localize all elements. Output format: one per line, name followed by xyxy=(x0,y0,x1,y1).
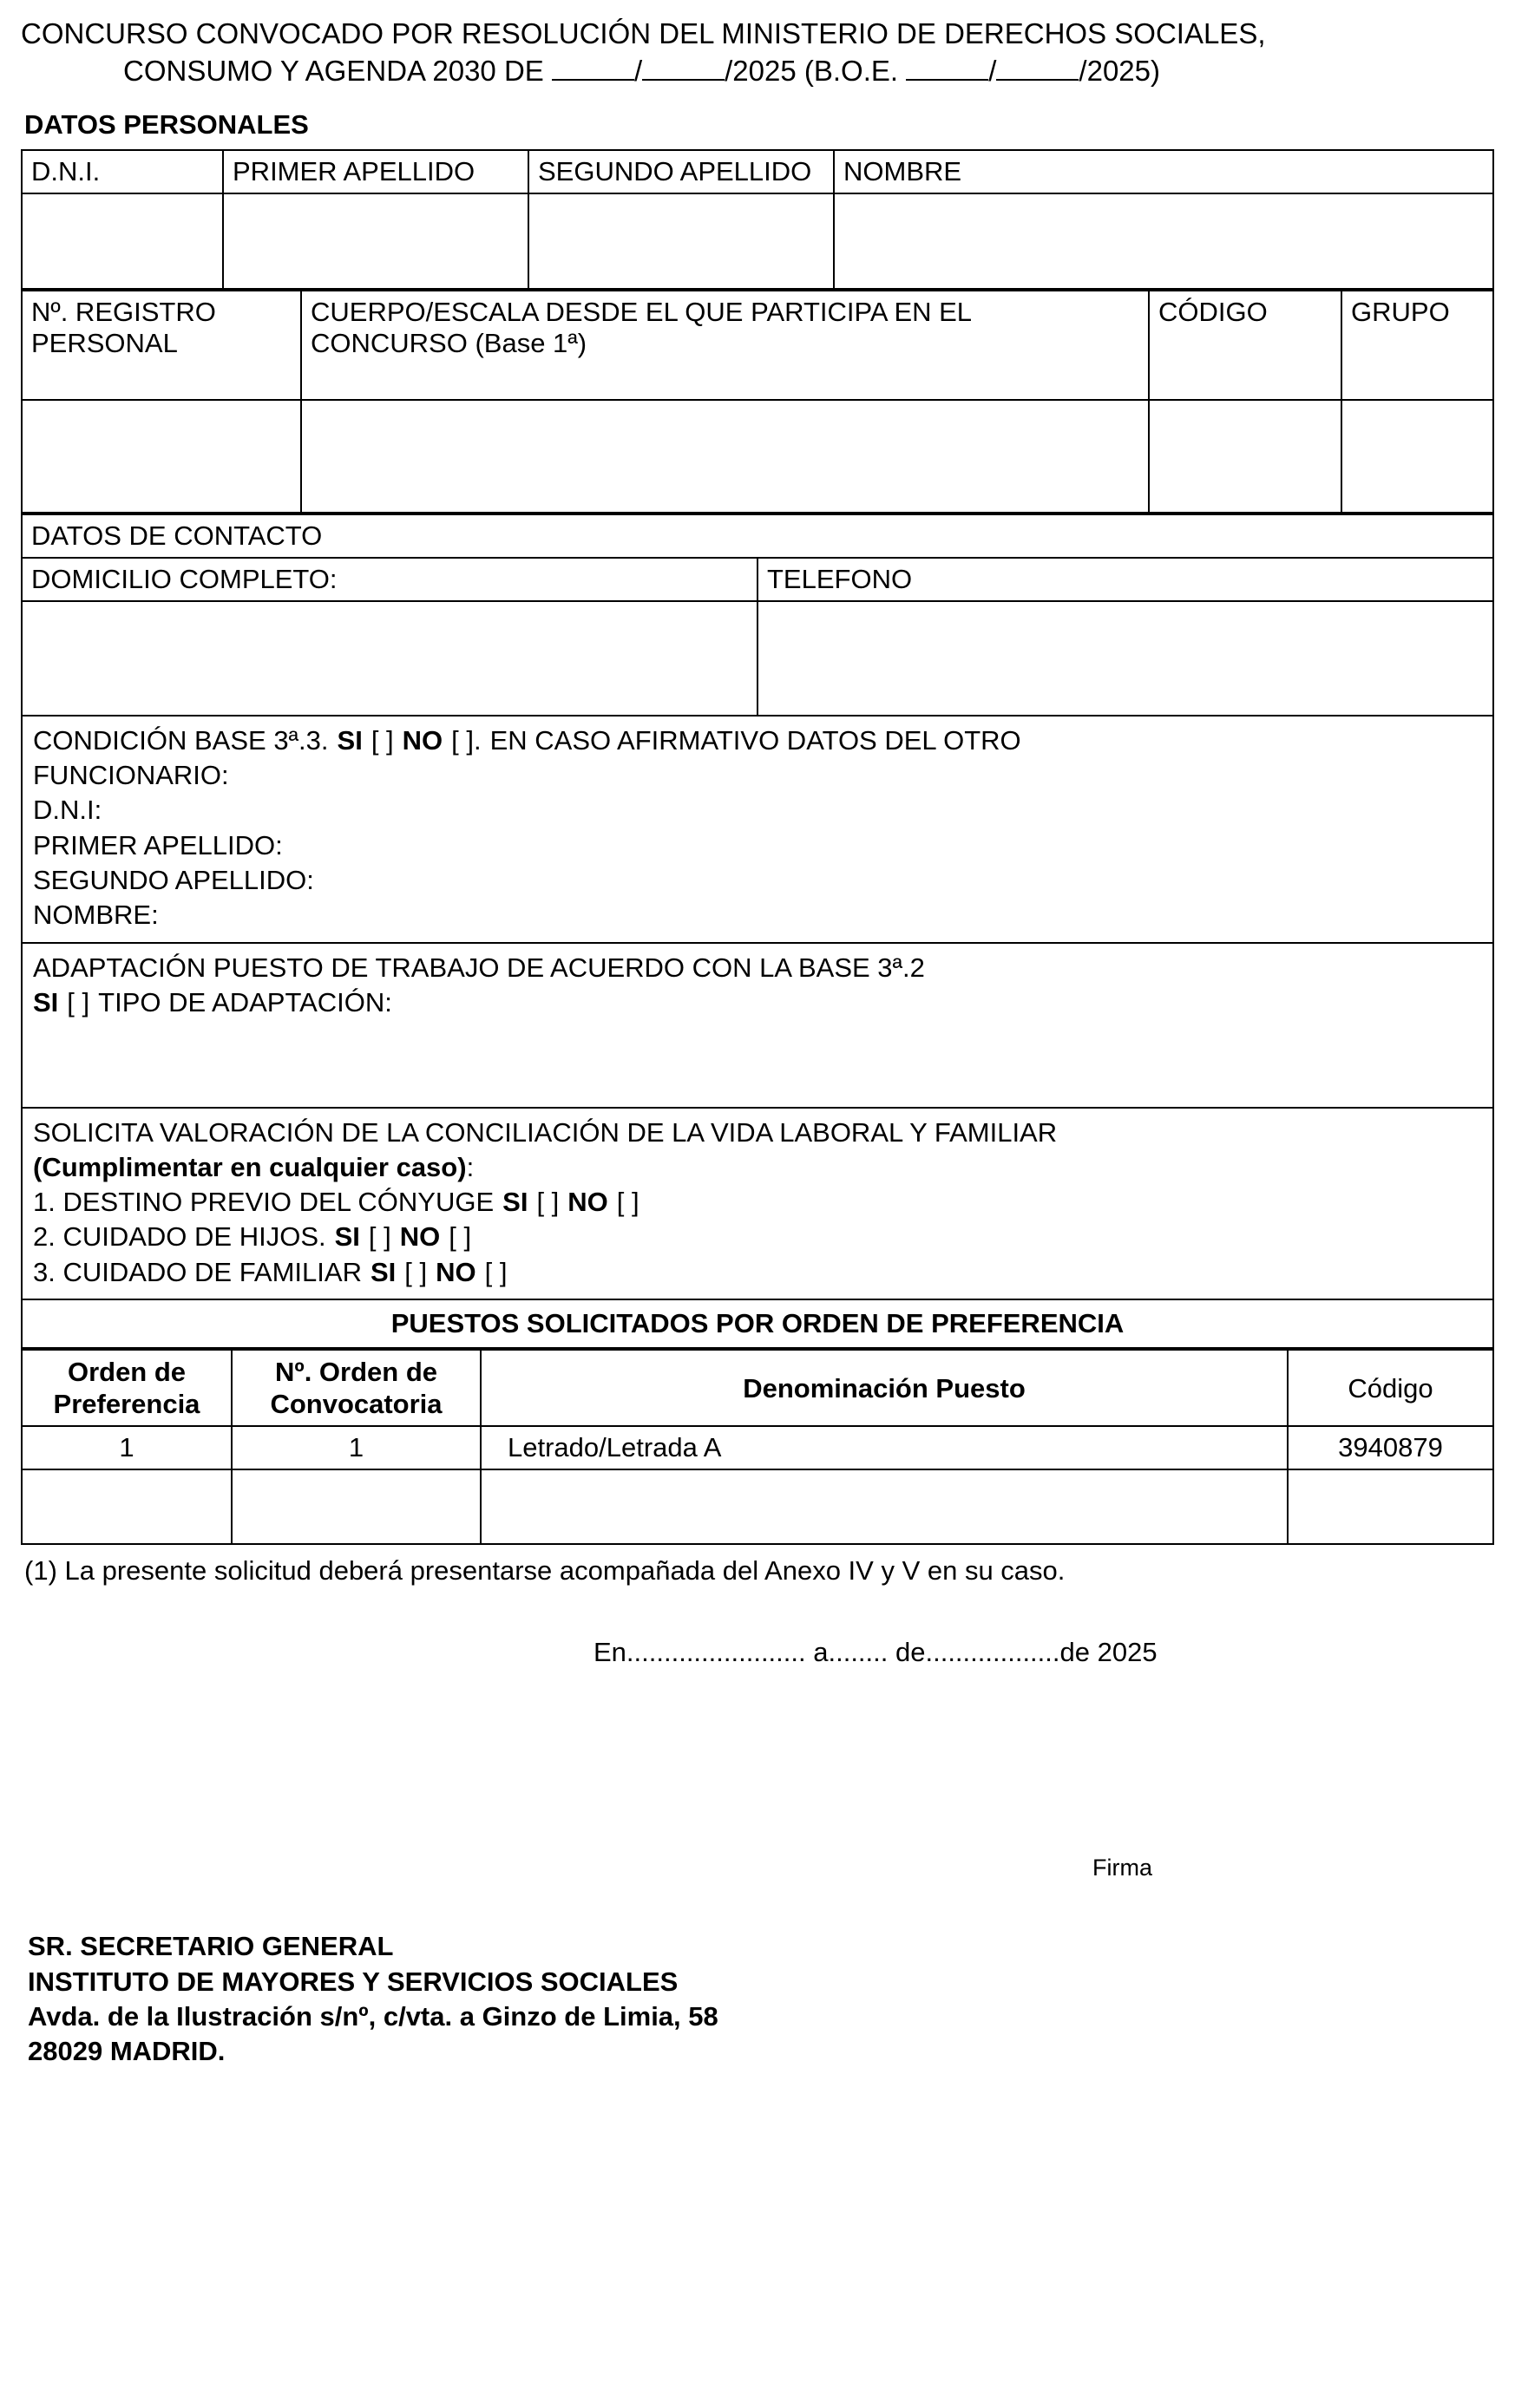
addressee-line-2: INSTITUTO DE MAYORES Y SERVICIOS SOCIALES xyxy=(28,1966,679,1997)
adaptacion-tipo-label[interactable]: TIPO DE ADAPTACIÓN: xyxy=(98,986,392,1018)
section-title-datos-contacto: DATOS DE CONTACTO xyxy=(22,514,1493,558)
col-header-nombre: NOMBRE xyxy=(834,150,1493,193)
col-header-orden-preferencia-line1: Orden de xyxy=(67,1357,187,1388)
col-header-codigo-puesto: Código xyxy=(1288,1350,1493,1426)
condicion-line-2: FUNCIONARIO: xyxy=(33,760,229,791)
resolution-day-blank xyxy=(552,79,634,81)
table-row xyxy=(22,1469,1493,1544)
conciliacion-line-1: SOLICITA VALORACIÓN DE LA CONCILIACIÓN DE LA VIDA LABORAL Y FAMILIAR xyxy=(33,1116,1058,1148)
table-row xyxy=(22,514,1493,558)
adaptacion-si-label: SI xyxy=(33,986,59,1018)
col-header-cuerpo-escala xyxy=(301,291,1149,400)
adaptacion-line-1: ADAPTACIÓN PUESTO DE TRABAJO DE ACUERDO CON LA BASE 3ª.2 xyxy=(33,952,925,983)
conciliacion-item-3 xyxy=(33,1255,1482,1290)
conciliacion-item-3-no-label: NO xyxy=(436,1256,476,1287)
header-line-1: CONCURSO CONVOCADO POR RESOLUCIÓN DEL MINISTERIO DE DERECHOS SOCIALES, xyxy=(21,17,1266,49)
col-header-dni: D.N.I. xyxy=(22,150,223,193)
condicion-field-segundo-apellido[interactable]: SEGUNDO APELLIDO: xyxy=(33,864,314,895)
header-slash-2: / xyxy=(988,54,997,87)
cell-orden-convocatoria[interactable]: 1 xyxy=(232,1426,481,1469)
label-domicilio-completo: DOMICILIO COMPLETO: xyxy=(22,558,758,601)
condicion-label: CONDICIÓN BASE 3ª.3. xyxy=(33,724,329,756)
field-domicilio-completo[interactable] xyxy=(22,601,758,716)
table-row xyxy=(22,150,1493,193)
header-line-2 xyxy=(21,53,1494,90)
cell-codigo-puesto[interactable]: 3940879 xyxy=(1288,1426,1493,1469)
condicion-no-checkbox[interactable]: [ ]. xyxy=(451,724,482,756)
col-header-denominacion-puesto: Denominación Puesto xyxy=(481,1350,1288,1426)
cell-codigo-puesto[interactable] xyxy=(1288,1469,1493,1544)
col-header-codigo: CÓDIGO xyxy=(1149,291,1341,400)
cell-orden-convocatoria[interactable] xyxy=(232,1469,481,1544)
conciliacion-item-1-si-checkbox[interactable]: [ ] xyxy=(536,1187,560,1218)
col-header-orden-convocatoria-line1: Nº. Orden de xyxy=(274,1357,437,1388)
condicion-field-dni[interactable]: D.N.I: xyxy=(33,795,102,826)
conciliacion-block xyxy=(21,1109,1494,1300)
contacto-table xyxy=(21,514,1494,717)
conciliacion-item-2-label: 2. CUIDADO DE HIJOS. xyxy=(33,1221,326,1253)
table-row xyxy=(22,601,1493,716)
personal-data-table xyxy=(21,149,1494,290)
col-header-cuerpo-escala-line1: CUERPO/ESCALA DESDE EL QUE PARTICIPA EN EL xyxy=(311,296,973,327)
condicion-base-block xyxy=(21,717,1494,944)
col-header-orden-convocatoria-line2: Convocatoria xyxy=(270,1389,443,1420)
col-header-segundo-apellido: SEGUNDO APELLIDO xyxy=(528,150,834,193)
conciliacion-item-3-si-label: SI xyxy=(370,1256,397,1287)
place-and-date-line[interactable]: En........................ a........ de..................de 2025 xyxy=(594,1637,1158,1668)
conciliacion-item-2-si-checkbox[interactable]: [ ] xyxy=(368,1221,391,1253)
adaptacion-line-2 xyxy=(33,985,1482,1020)
cell-denominacion-puesto[interactable]: Letrado/Letrada A xyxy=(481,1426,1288,1469)
col-header-orden-preferencia-line2: Preferencia xyxy=(53,1389,200,1420)
field-dni[interactable] xyxy=(22,193,223,289)
table-row xyxy=(22,193,1493,289)
conciliacion-item-2-no-checkbox[interactable]: [ ] xyxy=(449,1221,472,1253)
conciliacion-item-1-label: 1. DESTINO PREVIO DEL CÓNYUGE xyxy=(33,1187,495,1218)
table-row xyxy=(22,558,1493,601)
conciliacion-item-1 xyxy=(33,1185,1482,1220)
cell-orden-preferencia[interactable]: 1 xyxy=(22,1426,232,1469)
boe-month-blank xyxy=(996,79,1079,81)
table-row xyxy=(22,1426,1493,1469)
adaptacion-block xyxy=(21,944,1494,1109)
condicion-no-label: NO xyxy=(402,724,443,756)
field-codigo[interactable] xyxy=(1149,400,1341,513)
condicion-afirmativo-text: EN CASO AFIRMATIVO DATOS DEL OTRO xyxy=(489,724,1021,756)
field-nombre[interactable] xyxy=(834,193,1493,289)
signature-label: Firma xyxy=(1092,1855,1152,1881)
field-segundo-apellido[interactable] xyxy=(528,193,834,289)
conciliacion-item-3-label: 3. CUIDADO DE FAMILIAR xyxy=(33,1256,362,1287)
col-header-orden-convocatoria xyxy=(232,1350,481,1426)
conciliacion-item-2 xyxy=(33,1220,1482,1254)
conciliacion-item-3-si-checkbox[interactable]: [ ] xyxy=(404,1256,428,1287)
header-line-2-part-c: /2025 (B.O.E. xyxy=(725,54,907,87)
condicion-line-1 xyxy=(33,723,1482,758)
condicion-field-nombre[interactable]: NOMBRE: xyxy=(33,900,159,931)
conciliacion-item-1-si-label: SI xyxy=(502,1187,528,1218)
table-row xyxy=(22,1350,1493,1426)
field-grupo[interactable] xyxy=(1341,400,1493,513)
addressee-line-4: 28029 MADRID. xyxy=(28,2036,226,2067)
conciliacion-colon: : xyxy=(466,1151,475,1182)
condicion-si-label: SI xyxy=(337,724,363,756)
cell-denominacion-puesto[interactable] xyxy=(481,1469,1288,1544)
header-slash-1: / xyxy=(633,54,643,87)
table-row xyxy=(22,291,1493,400)
puestos-table xyxy=(21,1349,1494,1545)
conciliacion-cumplimentar-note: (Cumplimentar en cualquier caso) xyxy=(33,1151,467,1182)
addressee-block xyxy=(28,1929,1494,2069)
col-header-registro-personal: Nº. REGISTRO PERSONAL xyxy=(22,291,301,400)
conciliacion-item-2-si-label: SI xyxy=(334,1221,360,1253)
col-header-grupo: GRUPO xyxy=(1341,291,1493,400)
condicion-field-primer-apellido[interactable]: PRIMER APELLIDO: xyxy=(33,829,283,860)
footnote: (1) La presente solicitud deberá presentarse acompañada del Anexo IV y V en su caso. xyxy=(24,1555,1066,1587)
header-line-2-part-a: CONSUMO Y AGENDA 2030 DE xyxy=(123,54,552,87)
label-telefono: TELEFONO xyxy=(758,558,1493,601)
registro-table xyxy=(21,290,1494,514)
addressee-line-1: SR. SECRETARIO GENERAL xyxy=(28,1931,394,1962)
col-header-cuerpo-escala-line2: CONCURSO (Base 1ª) xyxy=(311,327,587,358)
document-header xyxy=(21,16,1494,90)
conciliacion-item-3-no-checkbox[interactable]: [ ] xyxy=(484,1256,508,1287)
section-title-datos-personales: DATOS PERSONALES xyxy=(24,108,309,140)
cell-orden-preferencia[interactable] xyxy=(22,1469,232,1544)
table-row xyxy=(22,400,1493,513)
conciliacion-line-2 xyxy=(33,1150,1482,1185)
col-header-primer-apellido: PRIMER APELLIDO xyxy=(223,150,528,193)
condicion-si-checkbox[interactable]: [ ] xyxy=(371,724,394,756)
col-header-orden-preferencia xyxy=(22,1350,232,1426)
addressee-line-3: Avda. de la Ilustración s/nº, c/vta. a Ginzo de Limia, 58 xyxy=(28,2001,718,2032)
field-primer-apellido[interactable] xyxy=(223,193,528,289)
adaptacion-si-checkbox[interactable]: [ ] xyxy=(67,986,90,1018)
conciliacion-item-1-no-checkbox[interactable]: [ ] xyxy=(616,1187,639,1218)
resolution-month-blank xyxy=(642,79,725,81)
field-cuerpo-escala[interactable] xyxy=(301,400,1149,513)
field-telefono[interactable] xyxy=(758,601,1493,716)
section-title-puestos-solicitados: PUESTOS SOLICITADOS POR ORDEN DE PREFERENCIA xyxy=(21,1300,1494,1349)
conciliacion-item-1-no-label: NO xyxy=(567,1187,608,1218)
conciliacion-item-2-no-label: NO xyxy=(399,1221,441,1253)
header-line-2-part-e: /2025) xyxy=(1079,54,1160,87)
boe-day-blank xyxy=(906,79,988,81)
field-registro-personal[interactable] xyxy=(22,400,301,513)
